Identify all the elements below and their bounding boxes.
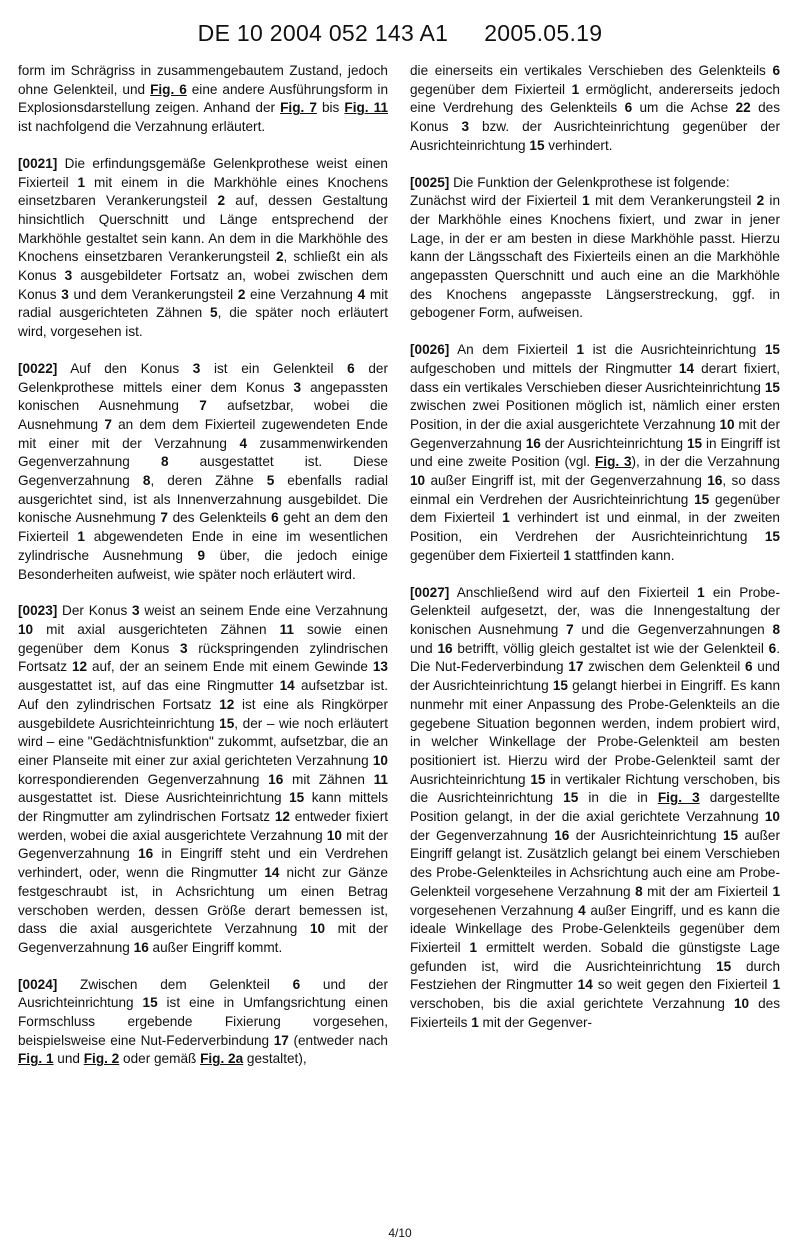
paragraph-text: gegenüber dem Fixierteil: [410, 491, 780, 526]
reference-number: 3: [132, 603, 140, 619]
reference-number: 6: [772, 63, 780, 78]
reference-number: 6: [271, 510, 279, 526]
paragraph-text: rückspringenden zylindrischen Fortsatz: [18, 640, 389, 675]
paragraph-text: verschoben, bis die axial gerichtete Verzahnung: [410, 996, 734, 1012]
reference-number: 1: [471, 1014, 479, 1030]
paragraph-text: (entweder nach: [288, 1032, 388, 1048]
paragraph-text: An dem Fixierteil: [449, 342, 577, 358]
paragraph-text: verhindert ist und einmal, in der zweiten Position, ein Verdrehen der Ausrichteinrichtung: [410, 510, 780, 545]
paragraph-text: Die Funktion der Gelenkprothese ist folgende:: [449, 174, 730, 190]
reference-number: 1: [772, 883, 781, 899]
figure-reference-link[interactable]: Fig. 3: [595, 454, 632, 470]
reference-number: 22: [735, 100, 751, 116]
paragraph-text: mit dem Verankerungsteil: [589, 193, 757, 209]
right-column: [410, 62, 780, 1050]
reference-number: [0024]: [18, 976, 58, 992]
figure-reference-link[interactable]: Fig. 6: [150, 81, 187, 97]
reference-number: 15: [142, 995, 158, 1011]
paragraph-text: . Die Nut-Federverbindung: [410, 640, 780, 675]
paragraph-text: ist eine als Ringkörper ausgebildete Ausrichteinrichtung: [18, 696, 388, 731]
paragraph-text: korrespondierenden Gegenverzahnung: [18, 771, 269, 787]
figure-reference-link[interactable]: Fig. 11: [344, 100, 389, 116]
paragraph-text: des Gelenkteils: [167, 510, 272, 526]
paragraph-text: aufsetzbar, wobei die Ausnehmung: [18, 398, 388, 432]
paragraph-text: mit der Gegenverzahnung: [18, 827, 388, 862]
reference-number: 10: [309, 921, 326, 937]
reference-number: 1: [77, 174, 86, 190]
reference-number: [0023]: [18, 603, 58, 619]
paragraph-p0025: [410, 174, 780, 324]
paragraph-p0027: [410, 584, 780, 1033]
paragraph-text: gegenüber dem Fixierteil: [410, 547, 564, 563]
reference-number: 8: [635, 883, 643, 899]
paragraph-text: ausgestattet ist. Diese Ausrichteinrichtung: [18, 790, 290, 806]
paragraph-text: sowie einen gegenüber dem Konus: [18, 621, 388, 656]
reference-number: 11: [279, 621, 294, 637]
paragraph-text: ebenfalls radial ausgerichtet sind, ist als Innenverzahnung ausgebildet. Die konische Ausnehmung: [18, 473, 388, 526]
reference-number: 12: [71, 659, 88, 675]
reference-number: 15: [687, 435, 703, 451]
paragraph-text: abgewendeten Ende in eine im wesentlichen zylindrische Ausnehmung: [18, 529, 388, 563]
paragraph-text: dargestellte Position gelangt, in der die axial gerichtete Verzahnung: [410, 790, 780, 825]
paragraph-text: und der Ausrichteinrichtung: [18, 976, 388, 1011]
document-header: [0, 20, 800, 47]
paragraph-text: Die erfindungsgemäße Gelenkprothese weist einen Fixierteil: [18, 155, 388, 190]
paragraph-cont: [410, 62, 780, 156]
paragraph-text: der Ausrichteinrichtung: [569, 827, 723, 843]
paragraph-text: ermöglicht, andererseits jedoch eine Verdrehung des Gelenkteils: [410, 81, 780, 116]
paragraph-p0024: [18, 976, 388, 1070]
paragraph-text: zwischen zwei Positionen möglich ist, nämlich einer ersten Position, in der die axial ausgerichtete Verzahnung: [410, 398, 780, 432]
reference-number: 8: [772, 621, 781, 637]
paragraph-text: ein Probe-Gelenkteil aufgesetzt, der, was die Innengestaltung der konischen Ausnehmung: [410, 584, 780, 637]
reference-number: 6: [292, 976, 301, 992]
paragraph-text: kann mittels der Ringmutter am zylindrischen Fortsatz: [18, 790, 388, 825]
paragraph-text: form im Schrägriss in zusammengebautem Zustand, jedoch ohne Gelenkteil, und: [18, 63, 388, 97]
reference-number: [0027]: [410, 584, 450, 600]
paragraph-text: in der Markhöhle eines Knochens fixiert, und zwar in jener Lage, in der er am besten in diese Markhöhle passt. Hierzu kann der Längsschaft des Fixierteils einen an die Markhöhle angepassten Querschnitt und auch eine an die Markhöhle des Knochens angepasste Längserstreckung, ggf. in gebogener Form, aufweisen.: [410, 193, 781, 321]
paragraph-text: und die Gegenverzahnungen: [573, 621, 773, 637]
reference-number: 6: [347, 360, 355, 376]
paragraph-text: außer Eingriff ist, mit der Gegenverzahnung: [425, 473, 708, 489]
paragraph-text: nicht zur Gänze festgeschraubt ist, in Achsrichtung um einen Betrag verschoben werden, dessen Größe derart bemessen ist, dass die axial ausgerichtete Verzahnung: [18, 865, 388, 937]
paragraph-text: gegenüber dem Fixierteil: [410, 81, 572, 97]
paragraph-text: ist nachfolgend die Verzahnung erläutert.: [18, 119, 266, 135]
reference-number: 9: [197, 547, 206, 563]
paragraph-text: ist ein Gelenkteil: [200, 360, 348, 376]
reference-number: 2: [237, 286, 246, 302]
reference-number: 6: [745, 659, 753, 675]
paragraph-text: , schließt ein als Konus: [18, 249, 388, 284]
paragraph-text: angepassten konischen Ausnehmung: [18, 379, 388, 414]
reference-number: 6: [768, 640, 777, 656]
paragraph-text: gelangt hierbei in Eingriff. Es kann nunmehr mit einer Anpassung des Probe-Gelenkteils an die gegebene Situation begonnen werden, indem probiert wird, in welcher Winkellage der Probe-Gelenkteil am besten positioniert ist. Hierzu wird der Probe-Gelenkteil samt der Ausrichteinrichtung: [410, 678, 781, 787]
reference-number: 11: [373, 771, 388, 787]
paragraph-text: außer Eingriff, und es kann die ideale Winkellage des Probe-Gelenkteils gegenüber dem Fixierteil: [410, 902, 780, 955]
reference-number: [0025]: [410, 174, 450, 190]
paragraph-text: mit der Gegenverzahnung: [18, 921, 389, 955]
paragraph-text: zwischen dem Gelenkteil: [583, 659, 746, 675]
reference-number: 10: [372, 752, 388, 768]
paragraph-text: ausgebildeter Fortsatz an, wobei zwischen dem Konus: [18, 268, 388, 302]
paragraph-text: betrifft, völlig gleich gestaltet ist wie der Gelenkteil: [452, 640, 769, 656]
reference-number: 1: [77, 529, 85, 545]
reference-number: 6: [624, 100, 633, 116]
reference-number: 8: [142, 473, 151, 489]
reference-number: 16: [133, 939, 149, 955]
reference-number: 2: [217, 193, 226, 209]
paragraph-text: bzw. der Ausrichteinrichtung gegenüber der Ausrichteinrichtung: [410, 119, 780, 153]
paragraph-text: aufsetzbar ist. Auf den zylindrischen Fortsatz: [18, 678, 388, 712]
document-date: 2005.05.19: [484, 20, 603, 46]
paragraph-p0023: [18, 602, 388, 957]
reference-number: 15: [764, 529, 780, 545]
reference-number: 15: [530, 771, 546, 787]
paragraph-text: oder gemäß: [119, 1051, 201, 1067]
paragraph-text: verhindert.: [544, 137, 613, 153]
paragraph-text: ), in der die Verzahnung: [631, 454, 780, 470]
reference-number: 12: [219, 696, 235, 712]
reference-number: 1: [563, 547, 571, 563]
reference-number: 17: [273, 1032, 289, 1048]
reference-number: 10: [326, 827, 342, 843]
paragraph-text: Der Konus: [57, 603, 132, 619]
reference-number: 1: [576, 342, 585, 358]
reference-number: 3: [64, 268, 73, 284]
paragraph-text: mit der am Fixierteil: [642, 883, 773, 899]
reference-number: 3: [461, 119, 470, 135]
reference-number: 1: [571, 81, 580, 97]
paragraph-p0022: [18, 360, 388, 584]
reference-number: 12: [274, 809, 290, 825]
paragraph-text: an dem dem Fixierteil zugewendeten Ende mit einer mit der Verzahnung: [18, 416, 388, 451]
paragraph-text: stattfinden kann.: [570, 547, 675, 563]
reference-number: 10: [764, 809, 780, 825]
paragraph-text: , deren Zähne: [150, 473, 267, 489]
paragraph-text: bis: [316, 100, 345, 116]
reference-number: 14: [279, 678, 295, 694]
reference-number: 3: [180, 640, 188, 656]
paragraph-text: so weit gegen den Fixierteil: [592, 977, 773, 993]
paragraph-text: außer Eingriff gelangt ist. Zusätzlich gelangt bei einem Verschieben des Probe-Gelenkteiles in Achsrichtung auch eine am Probe-Gelenkteil vorgesehene Verzahnung: [410, 827, 780, 899]
paragraph-text: ist eine in Umfangsrichtung einen Formschluss ergebende Fixierung vorgesehen, beispielsweise eine Nut-Federverbindung: [18, 995, 389, 1048]
reference-number: 16: [268, 771, 284, 787]
paragraph-text: über, die jedoch einige Besonderheiten aufweist, wie später noch erläutert wird.: [18, 547, 388, 582]
paragraph-text: entweder fixiert werden, wobei die axial ausgerichtete Verzahnung: [18, 809, 389, 843]
paragraph-text: mit der Gegenver-: [478, 1014, 593, 1030]
reference-number: 15: [694, 491, 710, 507]
paragraph-text: geht an dem den Fixierteil: [18, 510, 388, 545]
paragraph-text: auf, der an seinem Ende mit einem Gewinde: [87, 659, 373, 675]
paragraph-text: die einerseits ein vertikales Verschieben des Gelenkteils: [410, 63, 773, 78]
paragraph-text: in die in: [578, 790, 658, 806]
reference-number: 7: [160, 510, 168, 526]
paragraph-text: mit einem in die Markhöhle eines Knochens einsetzbaren Verankerungsteil: [18, 174, 388, 209]
paragraph-text: und: [410, 640, 438, 656]
paragraph-intro: [18, 62, 388, 137]
reference-number: [0022]: [18, 360, 58, 376]
paragraph-p0026: [410, 341, 780, 565]
paragraph-text: in Eingriff steht und ein Verdrehen verhindert, oder, wenn die Ringmutter: [18, 846, 389, 881]
reference-number: 7: [566, 621, 574, 637]
reference-number: 3: [293, 379, 302, 395]
paragraph-text: ausgestattet ist. Diese Gegenverzahnung: [18, 454, 388, 489]
paragraph-text: in Eingriff ist und eine zweite Position (vgl.: [410, 435, 780, 470]
reference-number: 4: [357, 286, 366, 302]
reference-number: [0026]: [410, 342, 450, 358]
reference-number: 7: [199, 398, 207, 414]
figure-reference-link[interactable]: Fig. 7: [280, 100, 317, 116]
paragraph-text: auf, dessen Gestaltung hinsichtlich Querschnitt und Länge entsprechend der Markhöhle gestaltet sein kann. An dem in die Markhöhle des Knochens einsetzbaren Verankerungsteil: [18, 193, 388, 265]
reference-number: 14: [678, 360, 695, 376]
page-number: 4/10: [388, 1226, 412, 1240]
paragraph-text: um die Achse: [632, 100, 736, 116]
figure-reference-link[interactable]: Fig. 2: [83, 1051, 120, 1067]
reference-number: 15: [764, 342, 780, 358]
reference-number: 15: [289, 790, 305, 806]
reference-number: 1: [502, 510, 510, 526]
reference-number: 15: [764, 379, 780, 395]
paragraph-text: der Gelenkprothese mittels einer dem Konus: [18, 360, 388, 395]
reference-number: 5: [210, 305, 218, 321]
paragraph-text: mit axial ausgerichteten Zähnen: [33, 621, 280, 637]
paragraph-text: mit der Gegenverzahnung: [410, 416, 780, 451]
paragraph-text: aufgeschoben und mittels der Ringmutter: [410, 360, 679, 376]
paragraph-text: mit radial ausgerichteten Zähnen: [18, 286, 389, 321]
reference-number: 17: [568, 659, 584, 675]
paragraph-text: außer Eingriff kommt.: [148, 939, 283, 955]
reference-number: 8: [160, 454, 169, 470]
reference-number: 10: [410, 473, 426, 489]
reference-number: 4: [578, 902, 586, 918]
paragraph-text: des Konus: [410, 100, 780, 135]
paragraph-text: und der Ausrichteinrichtung: [410, 659, 780, 694]
reference-number: 15: [529, 137, 545, 153]
reference-number: [0021]: [18, 155, 58, 171]
reference-number: 10: [18, 621, 34, 637]
reference-number: 14: [577, 977, 593, 993]
figure-reference-link[interactable]: Fig. 3: [657, 790, 700, 806]
paragraph-text: gestaltet),: [243, 1051, 307, 1067]
reference-number: 1: [697, 584, 705, 600]
reference-number: 3: [61, 286, 69, 302]
reference-number: 7: [104, 416, 112, 432]
paragraph-text: der Gegenverzahnung: [410, 827, 555, 843]
paragraph-text: , die später noch erläutert wird, vorgesehen ist.: [18, 305, 389, 340]
paragraph-text: ermittelt werden. Sobald die günstigste Lage gefunden ist, wird die Ausrichteinrichtung: [410, 939, 780, 974]
paragraph-text: weist an seinem Ende eine Verzahnung: [139, 603, 388, 619]
paragraph-text: Zunächst wird der Fixierteil: [410, 193, 583, 209]
paragraph-text: derart fixiert, dass ein vertikales Verschieben dieser Ausrichteinrichtung: [410, 360, 780, 395]
paragraph-text: ist die Ausrichteinrichtung: [584, 342, 765, 358]
paragraph-text: , der – wie noch erläutert wird – eine "Gedächtnisfunktion" zukommt, aufsetzbar, die an einer Planseite mit einer zur axial gerichteten Verzahnung: [18, 715, 388, 768]
reference-number: 15: [563, 790, 579, 806]
paragraph-text: eine andere Ausführungsform in Explosionsdarstellung zeigen. Anhand der: [18, 81, 389, 116]
paragraph-text: und: [53, 1051, 84, 1067]
figure-reference-link[interactable]: Fig. 2a: [200, 1051, 244, 1067]
reference-number: 2: [756, 193, 765, 209]
reference-number: 10: [719, 416, 735, 432]
reference-number: 15: [219, 715, 235, 731]
reference-number: 16: [554, 827, 570, 843]
paragraph-text: eine Verzahnung: [245, 286, 358, 302]
paragraph-text: zusammenwirkenden Gegenverzahnung: [18, 435, 388, 470]
reference-number: 15: [552, 678, 568, 694]
reference-number: 16: [525, 435, 541, 451]
paragraph-text: Anschließend wird auf den Fixierteil: [449, 584, 698, 600]
reference-number: 10: [733, 996, 750, 1012]
reference-number: 2: [275, 249, 284, 265]
paragraph-text: und dem Verankerungsteil: [68, 286, 238, 302]
reference-number: 5: [266, 473, 275, 489]
reference-number: 13: [372, 659, 388, 675]
reference-number: 1: [772, 977, 780, 993]
left-column: [18, 62, 388, 1087]
reference-number: 1: [469, 939, 478, 955]
paragraph-text: ausgestattet ist, auf das eine Ringmutter: [18, 678, 280, 694]
reference-number: 16: [138, 846, 154, 862]
paragraph-text: des Fixierteils: [410, 996, 781, 1030]
figure-reference-link[interactable]: Fig. 1: [18, 1051, 54, 1067]
reference-number: 1: [582, 193, 590, 209]
reference-number: 16: [707, 473, 723, 489]
reference-number: 4: [239, 435, 247, 451]
paragraph-text: mit Zähnen: [283, 771, 374, 787]
reference-number: 15: [716, 958, 732, 974]
paragraph-text: vorgesehenen Verzahnung: [410, 902, 579, 918]
paragraph-p0021: [18, 155, 388, 342]
reference-number: 15: [722, 827, 739, 843]
paragraph-text: durch Festziehen der Ringmutter: [410, 958, 781, 993]
reference-number: 3: [192, 360, 201, 376]
paragraph-text: in vertikaler Richtung verschoben, bis die Ausrichteinrichtung: [410, 771, 780, 806]
reference-number: 14: [264, 865, 280, 881]
paragraph-text: der Ausrichteinrichtung: [540, 435, 687, 451]
document-number: DE 10 2004 052 143 A1: [197, 20, 449, 46]
reference-number: 16: [437, 640, 453, 656]
paragraph-text: , so dass einmal ein Verdrehen der Ausrichteinrichtung: [410, 473, 780, 507]
paragraph-text: Auf den Konus: [57, 360, 193, 376]
paragraph-text: Zwischen dem Gelenkteil: [57, 976, 293, 992]
